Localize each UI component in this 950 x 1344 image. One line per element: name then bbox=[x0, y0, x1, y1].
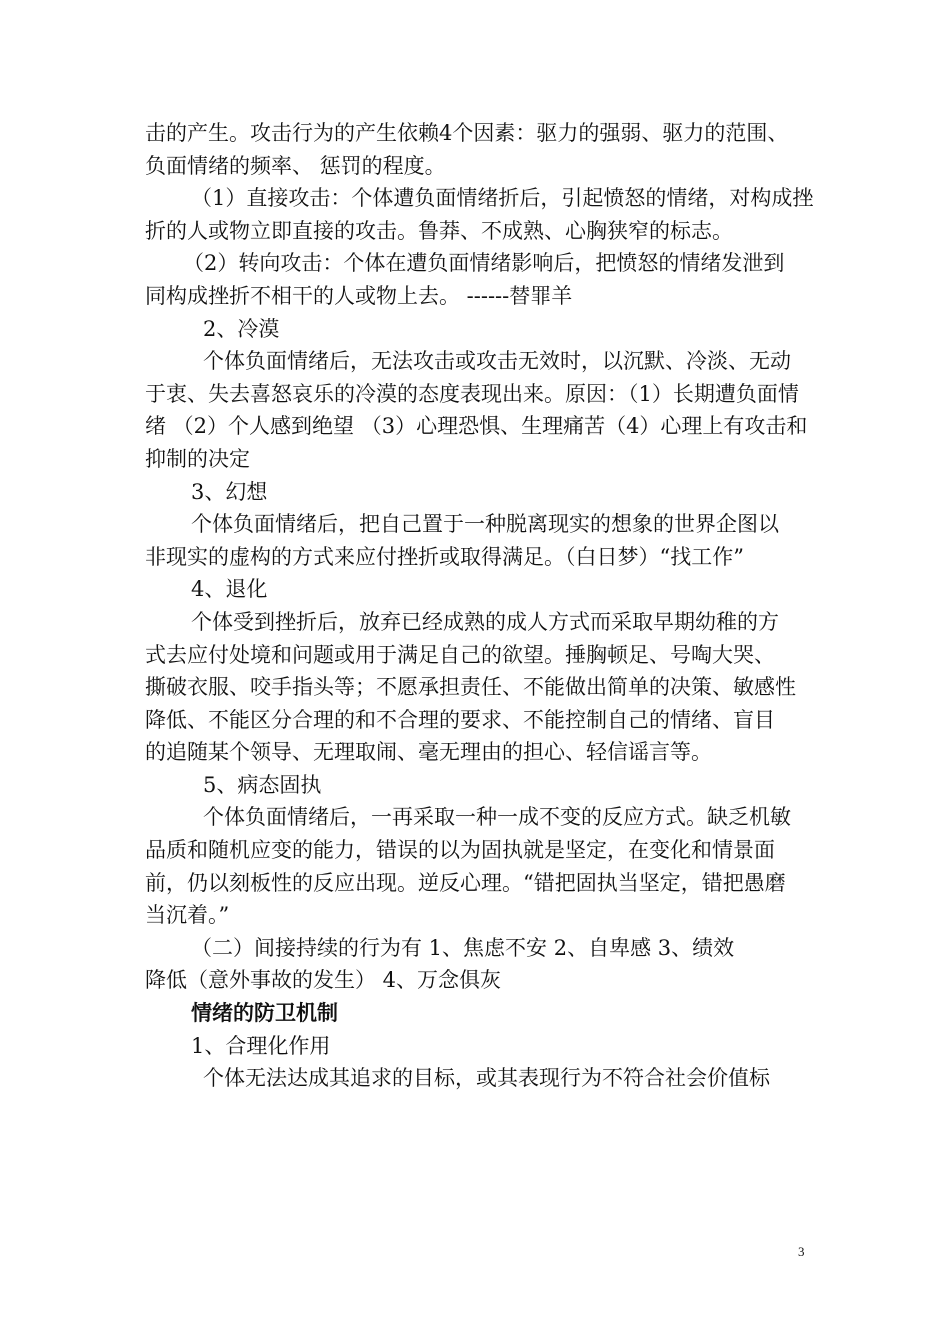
text-line: 个体负面情绪后，把自己置于一种脱离现实的想象的世界企图以 bbox=[191, 512, 779, 537]
page-number: 3 bbox=[798, 1244, 805, 1259]
text-line: 个体负面情绪后，无法攻击或攻击无效时，以沉默、冷淡、无动 bbox=[203, 349, 791, 374]
section-heading: 1、合理化作用 bbox=[191, 1033, 331, 1058]
text-line: 的追随某个领导、无理取闹、毫无理由的担心、轻信谣言等。 bbox=[145, 740, 712, 765]
section-heading: 3、幻想 bbox=[191, 479, 268, 504]
text-line: 负面情绪的频率、 惩罚的程度。 bbox=[145, 153, 446, 178]
text-line: 降低（意外事故的发生） 4、万念俱灰 bbox=[145, 968, 502, 993]
text-line: 折的人或物立即直接的攻击。鲁莽、不成熟、心胸狭窄的标志。 bbox=[145, 218, 733, 243]
text-line: 当沉着。” bbox=[145, 903, 230, 928]
document-body bbox=[145, 117, 814, 1095]
text-line: 品质和随机应变的能力，错误的以为固执就是坚定，在变化和情景面 bbox=[145, 838, 775, 863]
text-line: （2）转向攻击：个体在遭负面情绪影响后，把愤怒的情绪发泄到 bbox=[183, 251, 785, 276]
text-line: 撕破衣服、咬手指头等；不愿承担责任、不能做出简单的决策、敏感性 bbox=[145, 675, 796, 700]
text-line: （二）间接持续的行为有 1、焦虑不安 2、自卑感 3、绩效 bbox=[191, 935, 735, 960]
text-line: 同构成挫折不相干的人或物上去。 ------替罪羊 bbox=[145, 283, 573, 308]
section-heading: 4、退化 bbox=[191, 577, 268, 602]
section-heading: 5、病态固执 bbox=[203, 772, 322, 797]
text-line: 个体受到挫折后，放弃已经成熟的成人方式而采取早期幼稚的方 bbox=[191, 609, 779, 634]
text-line: 个体负面情绪后，一再采取一种一成不变的反应方式。缺乏机敏 bbox=[203, 805, 791, 830]
section-heading: 2、冷漠 bbox=[203, 316, 280, 341]
text-line: 降低、不能区分合理的和不合理的要求、不能控制自己的情绪、盲目 bbox=[145, 707, 775, 732]
section-title: 情绪的防卫机制 bbox=[191, 1001, 338, 1026]
text-line: 于衷、失去喜怒哀乐的冷漠的态度表现出来。原因：（1）长期遭负面情 bbox=[145, 381, 799, 406]
text-line: 个体无法达成其追求的目标，或其表现行为不符合社会价值标 bbox=[203, 1066, 770, 1091]
text-line: 前，仍以刻板性的反应出现。逆反心理。“错把固执当坚定，错把愚磨 bbox=[145, 870, 786, 895]
text-line: 非现实的虚构的方式来应付挫折或取得满足。（白日梦）“找工作” bbox=[145, 544, 744, 569]
text-line: （1）直接攻击：个体遭负面情绪折后，引起愤怒的情绪，对构成挫 bbox=[191, 186, 814, 211]
text-line: 式去应付处境和问题或用于满足自己的欲望。捶胸顿足、号啕大哭、 bbox=[145, 642, 775, 667]
text-line: 抑制的决定 bbox=[145, 446, 250, 471]
text-line: 绪 （2）个人感到绝望 （3）心理恐惧、生理痛苦（4）心理上有攻击和 bbox=[145, 414, 808, 439]
text-line: 击的产生。攻击行为的产生依赖4个因素：驱力的强弱、驱力的范围、 bbox=[145, 121, 789, 145]
